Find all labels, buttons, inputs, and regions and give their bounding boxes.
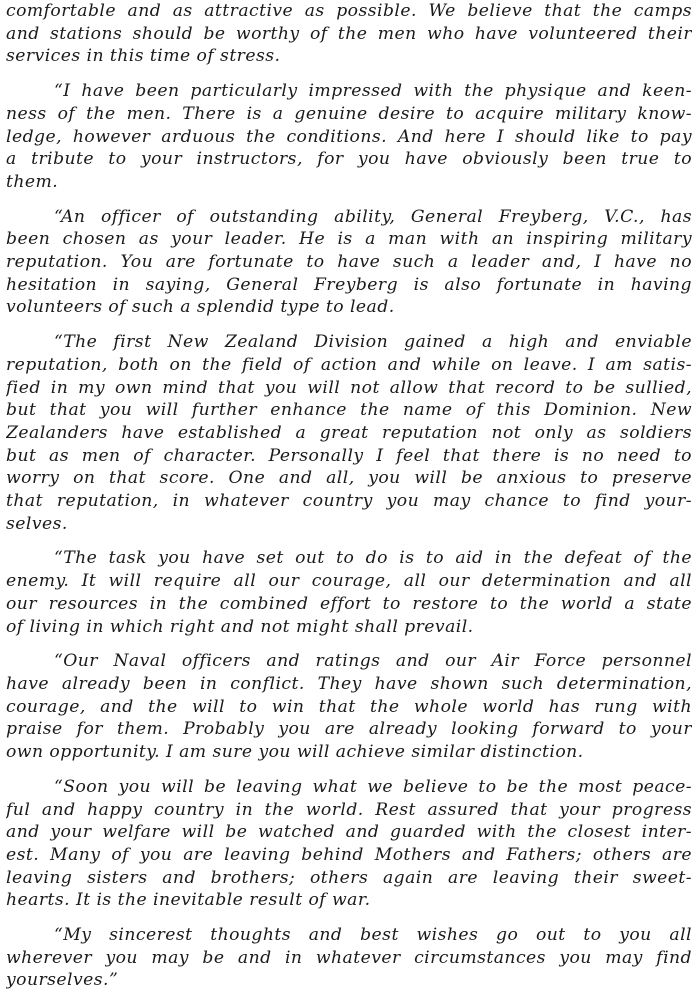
text-line: a tribute to your instructors, for you have obviously been true to — [6, 149, 692, 170]
text-line: “My sincerest thoughts and best wishes go out to you all — [54, 925, 692, 946]
text-line: them. — [6, 171, 59, 192]
text-line: praise for them. Probably you are already looking forward to your — [6, 719, 692, 740]
document-page — [6, 0, 692, 992]
text-line: have already been in conflict. They have shown such determination, — [6, 673, 692, 694]
text-line: est. Many of you are leaving behind Mothers and Fathers; others are — [6, 844, 692, 865]
text-line: reputation, both on the field of action and while on leave. I am satis- — [6, 354, 692, 375]
text-line: wherever you may be and in whatever circumstances you may find — [6, 947, 692, 968]
text-line: volunteers of such a splendid type to lead. — [6, 297, 395, 318]
text-line: and your welfare will be watched and guarded with the closest inter- — [6, 822, 692, 843]
paragraph — [6, 80, 692, 194]
text-line: worry on that score. One and all, you will be anxious to preserve — [6, 468, 692, 489]
text-line: “Our Naval officers and ratings and our Air Force personnel — [54, 651, 692, 672]
paragraph-gap — [6, 535, 692, 547]
paragraph — [6, 547, 692, 638]
text-line: fied in my own mind that you will not allow that record to be sullied, — [6, 377, 692, 398]
paragraph — [6, 650, 692, 764]
text-line: but that you will further enhance the name of this Dominion. New — [6, 400, 692, 421]
text-line: that reputation, in whatever country you may chance to find your- — [6, 491, 692, 512]
paragraph — [6, 206, 692, 320]
text-line: comfortable and as attractive as possible. We believe that the camps — [6, 1, 692, 21]
text-line: of living in which right and not might shall prevail. — [6, 616, 474, 637]
paragraph — [6, 331, 692, 535]
paragraph — [6, 924, 692, 992]
paragraph-gap — [6, 68, 692, 80]
paragraph-gap — [6, 912, 692, 924]
text-line: Zealanders have established a great reputation not only as soldiers — [6, 422, 692, 443]
text-line: “Soon you will be leaving what we believe to be the most peace- — [54, 776, 692, 797]
text-line: hesitation in saying, General Freyberg is also fortunate in having — [6, 274, 692, 295]
text-line: “An officer of outstanding ability, General Freyberg, V.C., has — [54, 206, 692, 227]
text-line: reputation. You are fortunate to have such a leader and, I have no — [6, 252, 692, 273]
text-line: ledge, however arduous the conditions. And here I should like to pay — [6, 126, 692, 147]
paragraph — [6, 0, 692, 68]
document-body — [6, 0, 692, 992]
paragraph-gap — [6, 319, 692, 331]
paragraph-gap — [6, 194, 692, 206]
text-line: own opportunity. I am sure you will achieve similar distinction. — [6, 742, 584, 763]
text-line: services in this time of stress. — [6, 46, 281, 67]
text-line: enemy. It will require all our courage, all our determination and all — [6, 571, 692, 592]
text-line: “I have been particularly impressed with the physique and keen- — [54, 81, 692, 102]
text-line: leaving sisters and brothers; others again are leaving their sweet- — [6, 867, 692, 888]
text-line: our resources in the combined effort to restore to the world a state — [6, 593, 692, 614]
text-line: yourselves.” — [6, 970, 119, 991]
paragraph-gap — [6, 764, 692, 776]
text-line: courage, and the will to win that the whole world has rung with — [6, 696, 692, 717]
text-line: selves. — [6, 513, 68, 534]
text-line: ness of the men. There is a genuine desire to acquire military know- — [6, 103, 692, 124]
paragraph-gap — [6, 638, 692, 650]
text-line: ful and happy country in the world. Rest assured that your progress — [6, 799, 692, 820]
paragraph — [6, 776, 692, 912]
text-line: and stations should be worthy of the men who have volunteered their — [6, 23, 692, 44]
text-line: been chosen as your leader. He is a man with an inspiring military — [6, 229, 692, 250]
text-line: but as men of character. Personally I feel that there is no need to — [6, 445, 692, 466]
text-line: “The first New Zealand Division gained a high and enviable — [54, 332, 692, 353]
text-line: hearts. It is the inevitable result of war. — [6, 890, 371, 911]
text-line: “The task you have set out to do is to aid in the defeat of the — [54, 548, 692, 569]
